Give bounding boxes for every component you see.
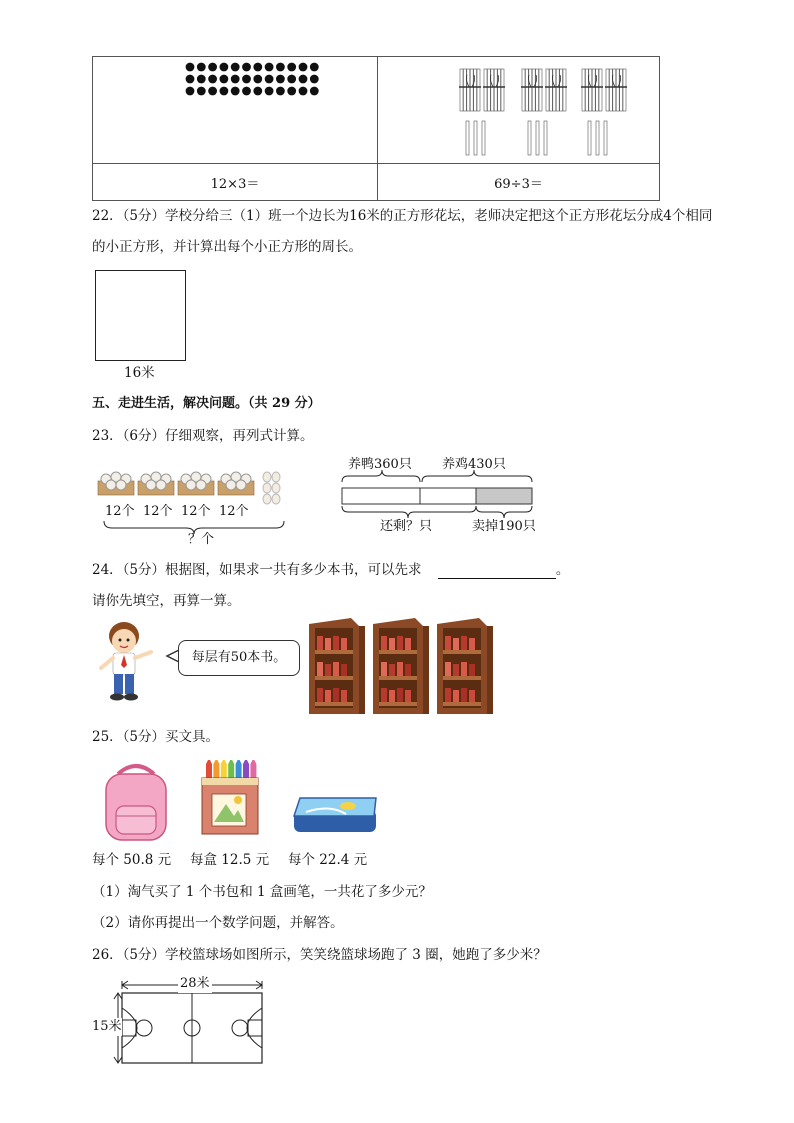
- right-formula: 69÷3＝: [378, 164, 660, 201]
- dot: [276, 87, 285, 96]
- left-formula: 12×3＝: [93, 164, 378, 201]
- dot: [231, 63, 240, 72]
- dot: [310, 75, 319, 84]
- q24-line1-text: 24．（5分）根据图，如果求一共有多少本书，可以先求: [92, 562, 422, 578]
- dot: [287, 75, 296, 84]
- egg-tray-3: [178, 472, 214, 495]
- egg-label-3: 12个: [181, 504, 211, 519]
- pencil-case-icon: [290, 790, 380, 838]
- dot: [299, 75, 308, 84]
- bookshelf: [373, 618, 429, 714]
- court-length-label: 28米: [180, 976, 210, 991]
- single-sticks: [588, 121, 607, 155]
- dot: [265, 75, 274, 84]
- dot: [197, 63, 206, 72]
- counting-table: [92, 56, 660, 201]
- section-title: 五、走进生活，解决问题。（共 29 分）: [92, 396, 321, 411]
- egg-tray-1: [98, 472, 134, 495]
- dot: [265, 63, 274, 72]
- square-garden: [95, 270, 186, 361]
- backpack-icon: [100, 760, 172, 842]
- square-side-label: 16米: [124, 365, 155, 381]
- egg-tray-4: [218, 472, 254, 495]
- remaining-bar: [420, 488, 476, 504]
- bookshelf: [309, 618, 365, 714]
- q25-sub1: （1）淘气买了 1 个书包和 1 盒画笔，一共花了多少元？: [92, 884, 432, 900]
- egg-tray-2: [138, 472, 174, 495]
- q25-text: 25．（5分）买文具。: [92, 729, 220, 745]
- chicken-label: 养鸡430只: [442, 457, 506, 472]
- dot: [242, 75, 251, 84]
- duck-brace: [342, 470, 420, 482]
- crayon-box-icon: [200, 760, 260, 836]
- q26-text: 26．（5分）学校篮球场如图所示，笑笑绕篮球场跑了 3 圈，她跑了多少米？: [92, 947, 547, 963]
- dot: [299, 87, 308, 96]
- stick-bundle: [581, 69, 603, 111]
- remaining-label: 还剩？只: [380, 519, 433, 534]
- backpack-price: 每个 50.8 元: [92, 852, 172, 868]
- dots-cell: [93, 57, 378, 164]
- sold-bar: [476, 488, 532, 504]
- dot: [220, 87, 229, 96]
- dot: [299, 63, 308, 72]
- dot: [186, 75, 195, 84]
- egg-label-2: 12个: [143, 504, 173, 519]
- dot: [253, 63, 262, 72]
- q23-text: 23．（6分）仔细观察，再列式计算。: [92, 428, 314, 444]
- chicken-brace: [422, 470, 532, 482]
- duck-label: 养鸭360只: [348, 457, 412, 472]
- egg-total-label: ？个: [188, 532, 215, 547]
- single-sticks: [528, 121, 547, 155]
- boy-face: [112, 629, 136, 653]
- dot: [276, 75, 285, 84]
- dot: [220, 75, 229, 84]
- dot: [208, 63, 217, 72]
- dot: [242, 87, 251, 96]
- bookshelf: [437, 618, 493, 714]
- q22-line1: 22．（5分）学校分给三（1）班一个边长为16米的正方形花坛，老师决定把这个正方形花坛分成4个相同: [92, 208, 713, 224]
- duck-bar: [342, 488, 420, 504]
- q25-sub2: （2）请你再提出一个数学问题，并解答。: [92, 915, 344, 931]
- crayon-price: 每盒 12.5 元: [190, 852, 270, 868]
- speech-bubble: 每层有50本书。: [178, 640, 300, 676]
- single-sticks: [466, 121, 485, 155]
- dot: [197, 87, 206, 96]
- dot: [220, 63, 229, 72]
- stick-bundle: [459, 69, 481, 111]
- dot: [197, 75, 206, 84]
- sold-brace: [476, 506, 532, 518]
- dot: [310, 87, 319, 96]
- dot: [231, 87, 240, 96]
- dot: [276, 63, 285, 72]
- q22-line2: 的小正方形，并计算出每个小正方形的周长。: [92, 239, 362, 255]
- dot: [265, 87, 274, 96]
- stick-bundle: [521, 69, 543, 111]
- dot: [208, 75, 217, 84]
- sticks-cell: [378, 57, 660, 164]
- q24-answer-blank[interactable]: [438, 564, 556, 579]
- remaining-brace: [342, 506, 476, 518]
- stick-bundle: [483, 69, 505, 111]
- dot: [287, 63, 296, 72]
- dot-array: [93, 57, 377, 163]
- dot: [287, 87, 296, 96]
- egg-label-4: 12个: [219, 504, 249, 519]
- stick-bundle: [545, 69, 567, 111]
- egg-label-1: 12个: [105, 504, 135, 519]
- boy-figure: [95, 618, 157, 706]
- sold-label: 卖掉190只: [472, 519, 536, 534]
- dot: [253, 87, 262, 96]
- stick-bundles: [378, 57, 662, 163]
- court-width-label: 15米: [92, 1019, 122, 1034]
- dot: [310, 63, 319, 72]
- q24-line2: 请你先填空，再算一算。: [92, 593, 241, 609]
- q24-line1-end: 。: [555, 562, 570, 578]
- pencil-case-price: 每个 22.4 元: [288, 852, 368, 868]
- dot: [242, 63, 251, 72]
- q24-line1: [92, 561, 569, 579]
- bookshelves-figure: [305, 616, 495, 716]
- dot: [231, 75, 240, 84]
- loose-eggs: [263, 472, 280, 504]
- dot: [253, 75, 262, 84]
- dot: [186, 87, 195, 96]
- segment-diagram: [340, 462, 540, 522]
- dot: [186, 63, 195, 72]
- stick-bundle: [605, 69, 627, 111]
- dot: [208, 87, 217, 96]
